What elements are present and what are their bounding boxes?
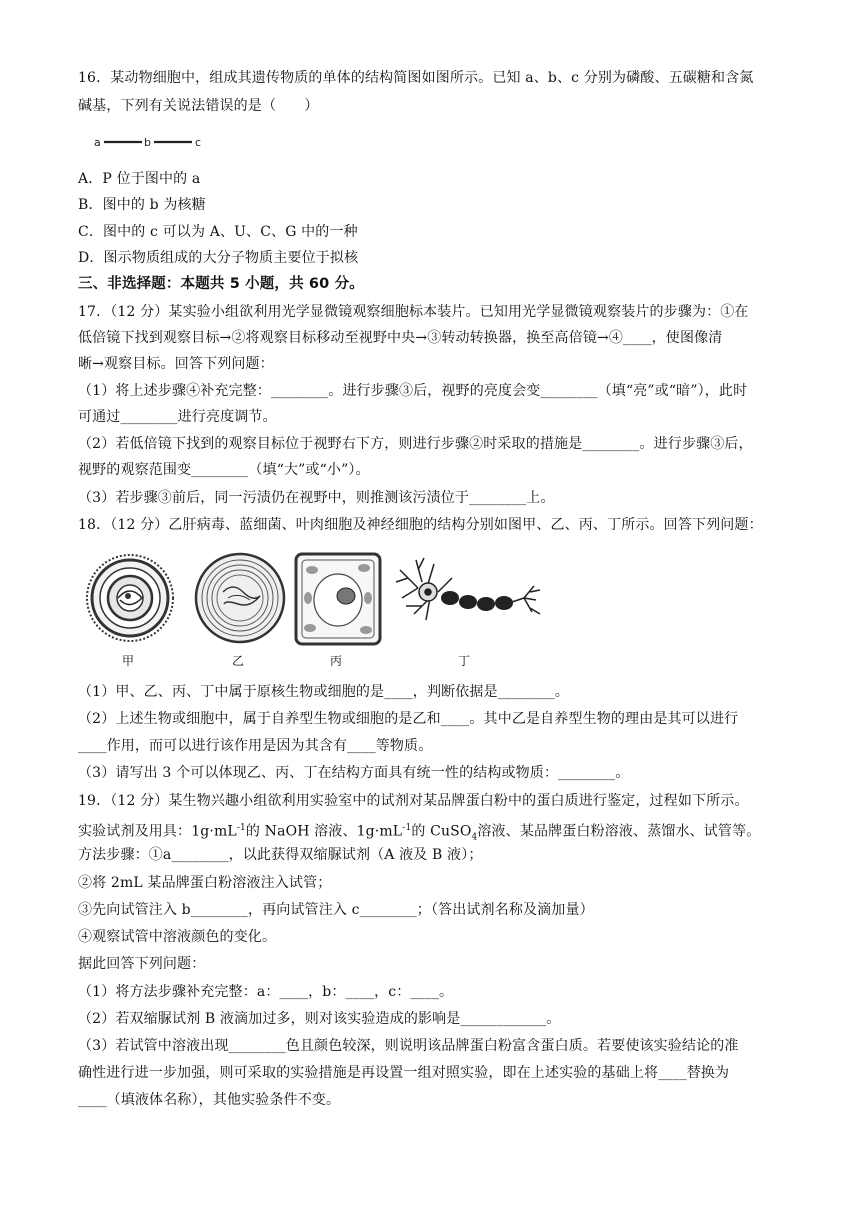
q19-part1: （1）将方法步骤补充完整：a：____，b：____，c：____。: [78, 984, 454, 1000]
cyanobacterium-figure: [196, 554, 284, 642]
figure-label-bing: 丙: [330, 654, 343, 668]
materials-text-1: 实验试剂及用具：1g·mL: [78, 823, 237, 840]
q16-option-a: A．P 位于图中的 a: [78, 171, 201, 187]
subscript-4: 4: [471, 832, 478, 843]
neuron-figure: [396, 558, 540, 620]
q18-part3: （3）请写出 3 个可以体现乙、丙、丁在结构方面具有统一性的结构或物质：________。: [78, 765, 630, 781]
q17-part2-line2: 视野的观察范围变________（填“大”或“小”）。: [78, 462, 370, 478]
q19-step4: ④观察试管中溶液颜色的变化。: [78, 929, 277, 945]
materials-text-4: 溶液、某品牌蛋白粉溶液、蒸馏水、试管等。: [477, 823, 761, 840]
q17-part1-line1: （1）将上述步骤④补充完整：________。进行步骤③后，视野的亮度会变________（填“亮”或“暗”），此时: [78, 383, 748, 399]
materials-text-2: 的 NaOH 溶液、1g·mL: [245, 823, 403, 840]
cell-illustrations: [78, 548, 548, 648]
figure-label-yi: 乙: [232, 654, 245, 668]
q19-stem: 19．（12 分）某生物兴趣小组欲利用实验室中的试剂对某品牌蛋白粉中的蛋白质进行鉴定，过程如下所示。: [78, 793, 749, 809]
q16-option-c: C．图中的 c 可以为 A、U、C、G 中的一种: [78, 224, 358, 240]
diagram-label-a: a: [94, 136, 101, 149]
q19-part3-line2: 确性进行进一步加强，则可采取的实验措施是再设置一组对照实验，即在上述实验的基础上将____替换为: [78, 1065, 730, 1081]
q19-part2: （2）若双缩脲试剂 B 液滴加过多，则对该实验造成的影响是____________。: [78, 1011, 561, 1027]
q18-part1: （1）甲、乙、丙、丁中属于原核生物或细胞的是____，判断依据是________。: [78, 684, 570, 700]
q19-step2: ②将 2mL 某品牌蛋白粉溶液注入试管；: [78, 875, 332, 891]
q18-part2-line2: ____作用，而可以进行该作用是因为其含有____等物质。: [78, 738, 433, 754]
q16-structure-diagram: [92, 132, 222, 152]
superscript-minus1-b: -1: [402, 823, 412, 833]
q16-option-b: B．图中的 b 为核糖: [78, 197, 206, 213]
figure-label-ding: 丁: [458, 654, 471, 668]
q18-stem: 18．（12 分）乙肝病毒、蓝细菌、叶肉细胞及神经细胞的结构分别如图甲、乙、丙、丁所示。回答下列问题：: [78, 517, 763, 533]
superscript-minus1: -1: [236, 823, 246, 833]
section-heading: 三、非选择题：本题共 5 小题，共 60 分。: [78, 276, 364, 292]
q19-part3-line1: （3）若试管中溶液出现________色且颜色较深，则说明该品牌蛋白粉富含蛋白质。若要使该实验结论的准: [78, 1038, 739, 1054]
q17-part1-line2: 可通过________进行亮度调节。: [78, 409, 277, 425]
q17-stem-line3: 晰→观察目标。回答下列问题：: [78, 356, 274, 372]
q19-materials: [78, 818, 790, 847]
figure-label-jia: 甲: [122, 654, 135, 668]
plant-cell-figure: [296, 554, 380, 644]
q17-part3: （3）若步骤③前后，同一污渍仍在视野中，则推测该污渍位于________上。: [78, 490, 555, 506]
q18-cell-figures: [78, 548, 548, 672]
q17-part2-line1: （2）若低倍镜下找到的观察目标位于视野右下方，则进行步骤②时采取的措施是________。进行步骤③后，: [78, 436, 753, 452]
diagram-label-c: c: [195, 136, 202, 149]
q16-stem-line2: 碱基，下列有关说法错误的是（ ）: [78, 98, 319, 114]
q19-step3: ③先向试管注入 b________，再向试管注入 c________；（答出试剂名称及滴加量）: [78, 902, 594, 918]
q19-step1: 方法步骤：①a________，以此获得双缩脲试剂（A 液及 B 液）；: [78, 847, 483, 863]
q16-option-d: D．图示物质组成的大分子物质主要位于拟核: [78, 250, 359, 266]
q16-stem-line1: 16．某动物细胞中，组成其遗传物质的单体的结构简图如图所示。已知 a、b、c 分别为磷酸、五碳糖和含氮: [78, 70, 754, 86]
q19-part3-line3: ____（填液体名称），其他实验条件不变。: [78, 1092, 341, 1108]
materials-text-3: 的 CuSO: [411, 823, 472, 840]
virus-figure: [87, 555, 173, 641]
diagram-label-b: b: [144, 136, 151, 149]
q17-stem-line2: 低倍镜下找到观察目标→②将观察目标移动至视野中央→③转动转换器，换至高倍镜→④____，使图像清: [78, 330, 723, 346]
nucleotide-diagram: [92, 132, 222, 152]
q19-answer-intro: 据此回答下列问题：: [78, 956, 206, 972]
q18-part2-line1: （2）上述生物或细胞中，属于自养型生物或细胞的是乙和____。其中乙是自养型生物的理由是其可以进行: [78, 711, 739, 727]
q17-stem-line1: 17．（12 分）某实验小组欲利用光学显微镜观察细胞标本装片。已知用光学显微镜观察装片的步骤为：①在: [78, 304, 749, 320]
